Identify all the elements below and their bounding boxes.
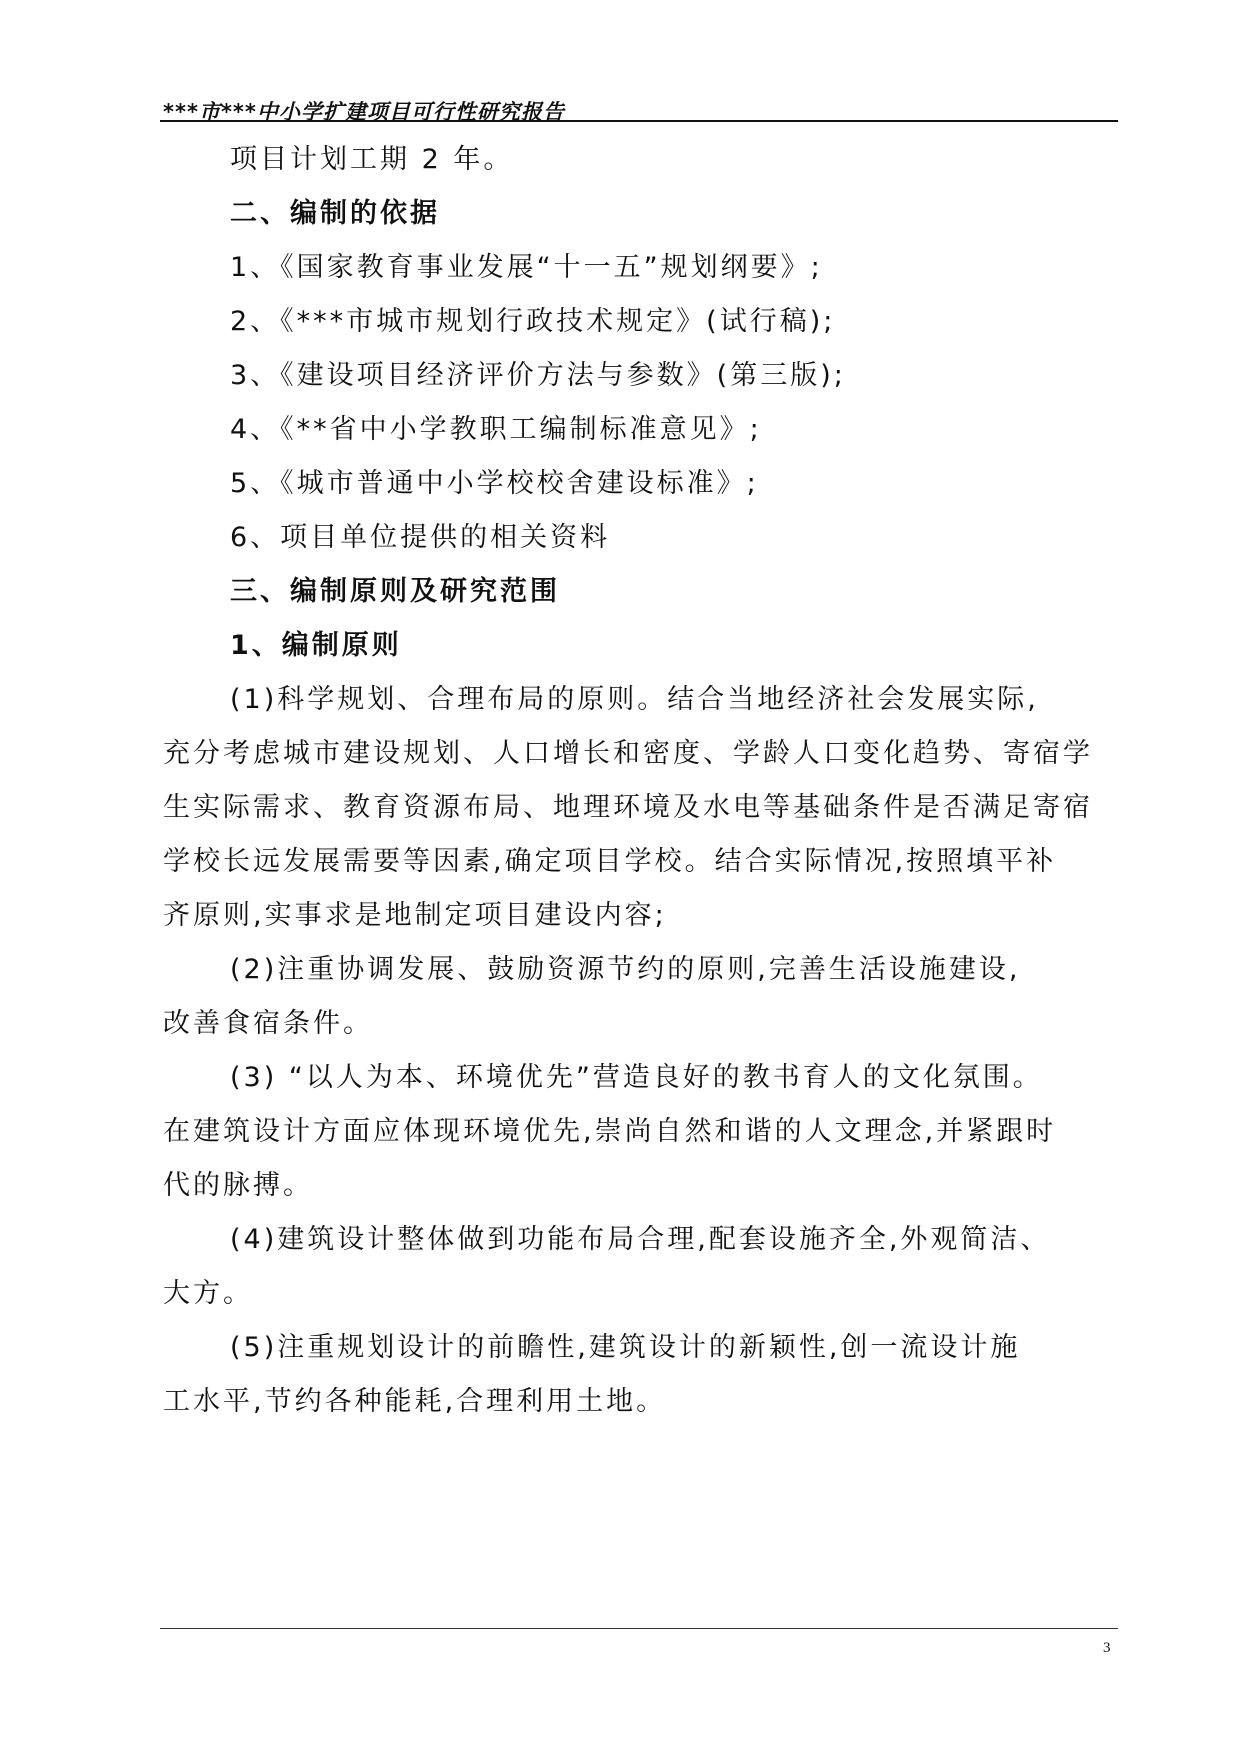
list-item: 4、《**省中小学教职工编制标准意见》;: [230, 414, 762, 445]
paragraph-line: 改善食宿条件。: [163, 1008, 373, 1039]
list-item: 3、《建设项目经济评价方法与参数》(第三版);: [230, 360, 846, 391]
list-item: 2、《***市城市规划行政技术规定》(试行稿);: [230, 306, 836, 337]
paragraph-line: 生实际需求、教育资源布局、地理环境及水电等基础条件是否满足寄宿: [163, 792, 1093, 823]
page-number: 3: [1103, 1640, 1111, 1656]
paragraph-line: (1)科学规划、合理布局的原则。结合当地经济社会发展实际,: [230, 684, 1039, 715]
section-heading: 三、编制原则及研究范围: [230, 576, 560, 607]
list-item: 1、《国家教育事业发展“十一五”规划纲要》;: [230, 252, 823, 283]
paragraph-line: 代的脉搏。: [163, 1170, 313, 1201]
paragraph-line: (4)建筑设计整体做到功能布局合理,配套设施齐全,外观简洁、: [230, 1224, 1051, 1255]
intro-line: 项目计划工期 2 年。: [230, 144, 514, 175]
paragraph-line: 充分考虑城市建设规划、人口增长和密度、学龄人口变化趋势、寄宿学: [163, 738, 1093, 769]
paragraph-line: (5)注重规划设计的前瞻性,建筑设计的新颖性,创一流设计施: [230, 1332, 1021, 1363]
list-item: 5、《城市普通中小学校校舍建设标准》;: [230, 468, 759, 499]
paragraph-line: 学校长远发展需要等因素,确定项目学校。结合实际情况,按照填平补: [163, 846, 1057, 877]
paragraph-line: (3) “以人为本、环境优先”营造良好的教书育人的文化氛围。: [230, 1062, 1043, 1093]
header-title: ***市***中小学扩建项目可行性研究报告: [163, 100, 565, 124]
paragraph-line: 齐原则,实事求是地制定项目建设内容;: [163, 900, 667, 931]
list-item: 6、项目单位提供的相关资料: [230, 522, 611, 553]
section-heading: 二、编制的依据: [230, 198, 440, 229]
paragraph-line: 大方。: [163, 1278, 253, 1309]
footer-rule: [160, 1628, 1118, 1629]
paragraph-line: 在建筑设计方面应体现环境优先,崇尚自然和谐的人文理念,并紧跟时: [163, 1116, 1057, 1147]
header-rule: [160, 120, 1118, 122]
paragraph-line: 工水平,节约各种能耗,合理利用土地。: [163, 1386, 667, 1417]
paragraph-line: (2)注重协调发展、鼓励资源节约的原则,完善生活设施建设,: [230, 954, 1021, 985]
subsection-heading: 1、编制原则: [230, 630, 402, 661]
